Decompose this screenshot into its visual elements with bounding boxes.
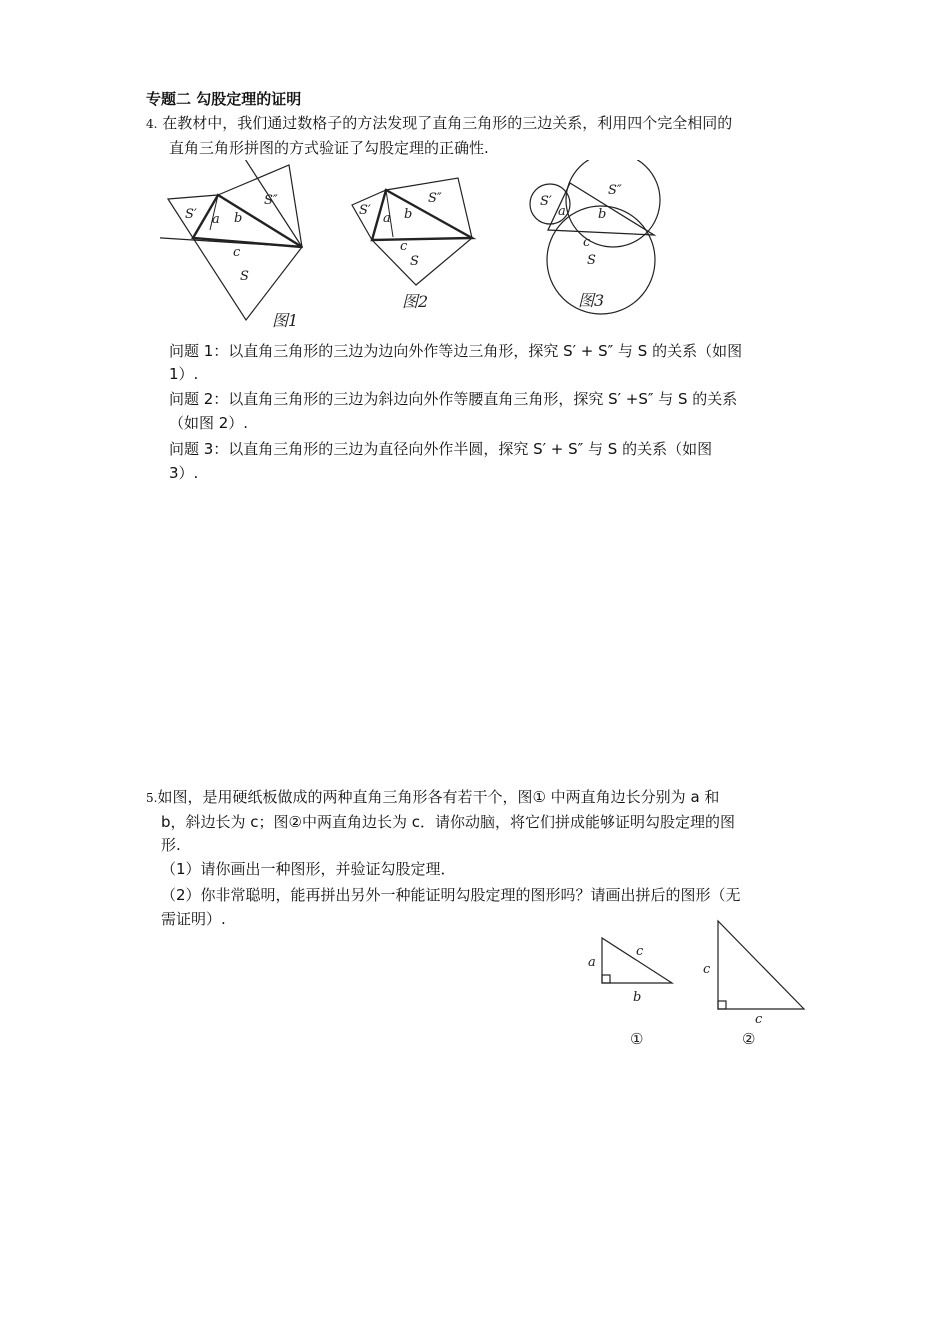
q4-line1 (146, 112, 732, 135)
fig3-label-s2: S″ (608, 183, 622, 198)
q5-triangle-2 (718, 921, 804, 1009)
fig2-label-a: a (383, 211, 391, 226)
q4-problem3-line1: 问题 3：以直角三角形的三边为直径向外作半圆，探究 S′ + S″ 与 S 的关系（如图 (169, 440, 713, 458)
fig1-label-s1: S′ (185, 207, 197, 222)
q5-figure-2 (718, 921, 804, 1009)
fig2-label-s1: S′ (359, 203, 371, 218)
q4-line2: 直角三角形拼图的方式验证了勾股定理的正确性. (169, 139, 489, 157)
fig3-label-a: a (558, 204, 566, 219)
q4-problem2-line2: （如图 2）. (169, 414, 249, 432)
fig3-caption: 图3 (578, 291, 605, 310)
q5-figure-1-labels (588, 944, 644, 1005)
fig1-label-c: c (233, 245, 241, 260)
q5-number: 5. (146, 791, 158, 805)
q5-figures (570, 910, 820, 1050)
q4-problem3-line2: 3）. (169, 464, 199, 482)
fig2-label-c: c (400, 239, 408, 254)
fig1-label-s2: S″ (264, 193, 278, 208)
q5-caption-2: ② (742, 1030, 756, 1048)
q5-fig1-label-c: c (636, 944, 644, 959)
q4-problem2-line1: 问题 2：以直角三角形的三边为斜边向外作等腰直角三角形，探究 S′ +S″ 与 S 的关系 (169, 390, 738, 408)
q4-number: 4. (146, 117, 158, 131)
q5-figure-2-labels (703, 962, 763, 1027)
q5-fig1-label-a: a (588, 955, 596, 970)
q5-fig2-label-c-vertical: c (703, 962, 711, 977)
fig1-shapes (168, 165, 302, 320)
q5-part2-line2: 需证明）. (161, 910, 226, 928)
q5-fig1-label-b: b (633, 990, 642, 1005)
fig1-caption: 图1 (272, 311, 299, 330)
q5-line1 (146, 786, 719, 809)
fig3-label-s: S (587, 253, 596, 268)
q4-line1-text: 在教材中，我们通过数格子的方法发现了直角三角形的三边关系，利用四个完全相同的 (162, 114, 733, 132)
fig1-labels (185, 193, 298, 330)
fig3-circle-s2 (566, 160, 660, 247)
q4-problem1-line2: 1）. (169, 365, 199, 383)
fig1-label-s: S (240, 269, 249, 284)
fig2-tri-s2 (386, 178, 472, 238)
fig2-label-s: S (410, 254, 419, 269)
fig3-label-c: c (583, 235, 591, 250)
q5-right-angle-2 (718, 1001, 726, 1009)
fig2-label-b: b (404, 207, 413, 222)
q5-right-angle-1 (602, 975, 610, 983)
q5-line3: 形. (161, 836, 181, 854)
fig2-caption: 图2 (402, 292, 429, 311)
q5-fig2-label-c-horizontal: c (755, 1012, 763, 1027)
q4-problem1-line1: 问题 1：以直角三角形的三边为边向外作等边三角形，探究 S′ + S″ 与 S 的关系（如图 (169, 342, 743, 360)
fig2-tri-s (372, 238, 472, 285)
fig3-label-b: b (598, 207, 607, 222)
section-title: 专题二 勾股定理的证明 (146, 90, 302, 108)
q4-figures (160, 160, 680, 340)
q5-part1: （1）请你画出一种图形，并验证勾股定理． (161, 860, 456, 878)
fig1-label-a: a (212, 212, 220, 227)
fig1-tri-s2 (218, 165, 302, 247)
q5-part2-line1: （2）你非常聪明，能再拼出另外一种能证明勾股定理的图形吗？请画出拼后的图形（无 (161, 886, 741, 904)
q5-line1-text: 如图，是用硬纸板做成的两种直角三角形各有若干个，图① 中两直角边长分别为 a 和 (157, 788, 720, 806)
q5-line2: b，斜边长为 c；图②中两直角边长为 c．请你动脑，将它们拼成能够证明勾股定理的图 (161, 813, 736, 831)
fig3-label-s1: S′ (540, 194, 552, 209)
fig1-label-b: b (234, 211, 243, 226)
fig2-label-s2: S″ (428, 191, 442, 206)
fig2-labels (359, 191, 442, 311)
q5-caption-1: ① (630, 1030, 644, 1048)
